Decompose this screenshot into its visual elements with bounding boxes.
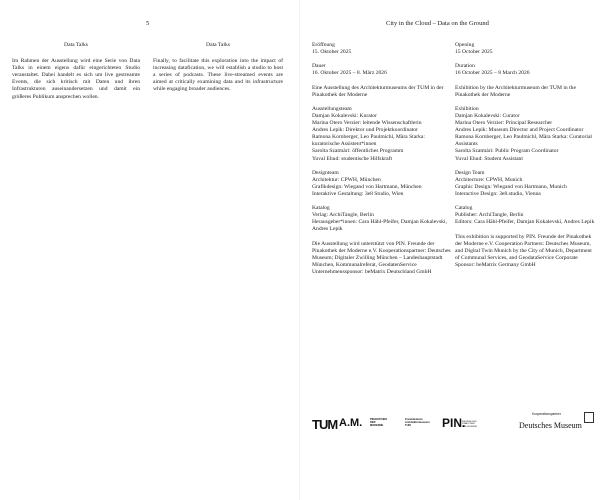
support-de: Die Ausstellung wird unterstützt von PIN. Freunde der Pinakothek der Moderne e.V. Kooperationspartner: Deutsches Museum; Digitaler Zwilling München – Landeshauptstadt München, Kommunalreferat, GeodatenService Unternehmenssponsor: beMatrix Deutschland GmbH [312,240,451,275]
catalog-line-de: Verlag: ArchiTangle, Berlin [312,212,374,219]
catalog-line-en: Editors: Cara Hähl-Pfeifer, Damjan Kokalevski, Andres Lepik [455,219,595,226]
freundeskreis-logo [405,418,430,427]
right-page [300,0,600,500]
team-line-de: Andres Lepik: Direktor und Projektkoordinator [312,127,418,134]
freundeskreis-logo-line: Architekturmuseum [405,421,430,424]
freundeskreis-logo-line: TUM [405,424,411,427]
team-line-en: Andres Lepik: Museum Director and Project Coordinator [455,127,584,134]
catalog-label-de: Katalog [312,205,330,212]
duration-label-de: Dauer [312,63,326,70]
pin-logo-subtitle [462,421,477,428]
team-line-de: Yuval Ehud: studentische Hilfskraft [312,155,393,162]
team-line-de: Marina Otero Verzier: leitende Wissenschaftlerin [312,120,422,127]
pinakothek-logo-line: DER [370,421,376,424]
credits-english [455,42,595,276]
duration-block-en [455,63,595,77]
pin-logo: PIN. [442,416,466,430]
opening-label-en: Opening [455,42,475,48]
team-line-de: Ramona Kornberger, Leo Paulmichl, Mära Starka: kuratorische Assistent*innen [312,134,425,148]
deutsches-museum-logo: Deutsches Museum [519,421,582,430]
team-line-en: Ramona Kornberger, Leo Paulmichl, Mära Starka: Curatorial Assistants [455,134,592,148]
catalog-line-de: Herausgeber*innen: Cara Hähl-Pfeifer, Damjan Kokalevski, Andres Lepik [312,219,447,233]
pin-logo-sub-line: DER MODERNE [462,425,478,428]
support-en: This exhibition is supported by PIN. Freunde der Pinakothek der Moderne e.V. Cooperation Partners: Deutsches Museum, and Digital Twin Munich by the City of Munich, Department of Communal Services, and GeodataService Corporate Sponsor: beMatrix Germany GmbH [455,233,592,268]
freundeskreis-logo-line: Freundeskreis [405,418,423,421]
cooperation-partner-label: Kooperationspartner [532,412,561,416]
duration-block-de [312,63,452,77]
team-label-de: Ausstellungsteam [312,105,352,112]
data-talks-english [153,42,283,94]
pin-logo-sub-line: PINAKOTHEK [462,423,475,426]
opening-value-en: 15 October 2025 [455,49,493,56]
team-block-en [455,106,595,163]
pinakothek-logo [370,418,387,427]
duration-value-de: 16. Oktober 2025 – 8. März 2026 [312,70,387,77]
catalog-line-en: Publisher: ArchiTangle, Berlin [455,212,524,219]
design-team-line-en: Graphic Design: Wiegand von Hartmann, Munich [455,183,567,190]
data-talks-heading-en: Data Talks [206,42,230,48]
deutsches-museum-mark-icon [584,412,594,423]
page-number: 5 [146,20,150,27]
design-team-label-en: Design Team [455,169,485,176]
team-block-de [312,106,452,163]
design-team-block-de [312,170,452,198]
catalog-label-en: Catalog [455,205,473,212]
duration-value-en: 16 October 2025 – 8 March 2026 [455,70,530,77]
exhibition-by-de: Eine Ausstellung des Architekturmuseums der TUM in der Pinakothek der Moderne [312,84,444,98]
team-line-en: Sarolta Szatmári: Public Program Coordinator [455,148,559,155]
team-line-en: Marina Otero Verzier: Principal Researcher [455,120,553,127]
pinakothek-logo-line: MODERNE [370,424,384,427]
opening-label-de: Eröffnung [312,42,335,48]
design-team-line-de: Interaktive Gestaltung: 3e8 Studio, Wien [312,190,404,197]
opening-value-de: 15. Oktober 2025 [312,49,352,56]
design-team-line-de: Architektur: CPWH, München [312,176,381,183]
duration-label-en: Duration [455,63,475,70]
team-line-en: Damjan Kokalevski: Curator [455,112,520,119]
tum-logo: TUM [312,417,338,432]
partner-logos [312,412,594,442]
exhibition-by-en: Exhibition by the Architekturmuseum der TUM in the Pinakothek der Moderne [455,84,576,98]
team-line-en: Yuval Ehud: Student Assistant [455,155,523,162]
running-head: City in the Cloud – Data on the Ground [386,20,489,27]
design-team-line-de: Grafikdesign: Wiegand von Hartmann, München [312,183,422,190]
team-line-de: Sarolta Szatmári: öffentliches Programm [312,148,404,155]
team-label-en: Exhibition [455,105,479,112]
team-line-de: Damjan Kokalevski: Kurator [312,112,377,119]
opening-block-en [455,42,595,56]
design-team-block-en [455,170,595,198]
credits-german [312,42,452,283]
architekturmuseum-logo: A.M. [339,417,363,429]
pinakothek-logo-line: PINAKOTHEK [370,418,388,421]
catalog-block-en [455,205,595,226]
design-team-line-en: Interactive Design: 3e8.studio, Vienna [455,190,541,197]
data-talks-german [12,42,140,101]
data-talks-body-en: Finally, to facilitate this exploration into the impact of increasing datafication, we will establish a studio to host a series of podcasts. These live-streamed events are aimed at critically examining data and its infrastructure while engaging broader audiences. [153,58,283,93]
design-team-line-en: Architecture: CPWH, Munich [455,176,523,183]
catalog-block-de [312,205,452,233]
opening-block-de [312,42,452,56]
data-talks-body-de: Im Rahmen der Ausstellung wird eine Serie von Data Talks in einem eigens dafür eingerichteten Studio veranstaltet. Dabei handelt es sich um live gestreamte Events, die sich kritisch mit Daten und ihren Infrastrukturen auseinandersetzen und damit ein größeres Publikum ansprechen wollen. [12,58,140,100]
design-team-label-de: Designteam [312,169,339,176]
pin-logo-sub-line: FREUNDE DER [462,421,477,423]
data-talks-heading-de: Data Talks [64,42,88,48]
